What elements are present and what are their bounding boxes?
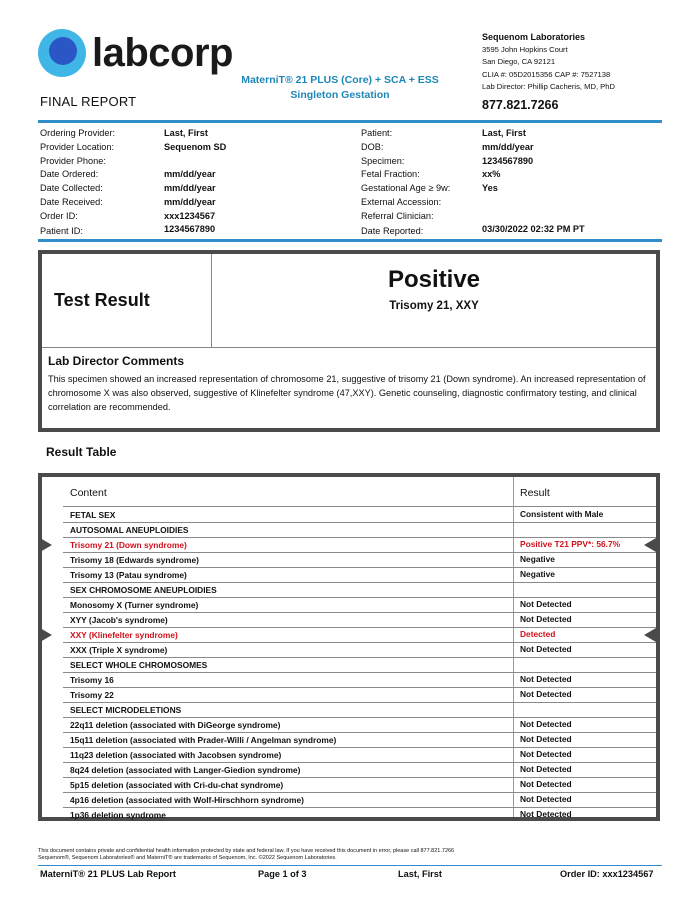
flag-marker-left <box>40 538 52 552</box>
footer-order-id: Order ID: xxx1234567 <box>560 869 654 879</box>
info-label: Ordering Provider: <box>40 128 116 138</box>
comments-title: Lab Director Comments <box>48 354 185 368</box>
info-label: DOB: <box>361 141 384 152</box>
disclaimer <box>38 848 598 861</box>
row-result: Not Detected <box>520 809 572 819</box>
row-content: 1p36 deletion syndrome <box>70 810 166 820</box>
row-result: Not Detected <box>520 764 572 774</box>
row-result: Not Detected <box>520 674 572 684</box>
row-content: 4p16 deletion (associated with Wolf-Hirschhorn syndrome) <box>70 795 304 805</box>
table-row <box>63 612 656 627</box>
info-label: Date Collected: <box>40 183 103 194</box>
info-value: 03/30/2022 02:32 PM PT <box>482 224 585 235</box>
info-value: mm/dd/year <box>164 183 216 194</box>
info-value: 1234567890 <box>164 224 216 235</box>
result-label-cell <box>42 254 212 348</box>
info-label: External Accession: <box>361 197 442 207</box>
result-label: Test Result <box>54 290 150 310</box>
info-label: Date Reported: <box>361 226 424 237</box>
info-value: Yes <box>482 183 498 194</box>
info-value: xx% <box>482 169 501 180</box>
section-row <box>63 657 656 672</box>
section-row <box>63 702 656 717</box>
info-label: Provider Location: <box>40 141 115 152</box>
row-content: Monosomy X (Turner syndrome) <box>70 600 199 610</box>
row-content: 5p15 deletion (associated with Cri-du-chat syndrome) <box>70 780 284 790</box>
row-content: Trisomy 21 (Down syndrome) <box>70 540 187 550</box>
lab-address2: San Diego, CA 92121 <box>482 57 556 66</box>
table-row <box>63 597 656 612</box>
test-result-box <box>38 250 660 432</box>
logo-text: labcorp <box>92 31 233 75</box>
footer-page: Page 1 of 3 <box>258 869 307 879</box>
footer-report-name: MaterniT® 21 PLUS Lab Report <box>40 869 176 879</box>
result-table <box>38 473 660 821</box>
info-label: Specimen: <box>361 155 405 166</box>
section-row <box>63 582 656 597</box>
info-value: Sequenom SD <box>164 141 227 152</box>
result-table-title: Result Table <box>46 445 117 459</box>
info-value: mm/dd/year <box>164 197 216 207</box>
table-row <box>63 747 656 762</box>
row-result: Consistent with Male <box>520 509 604 519</box>
row-result: Positive T21 PPV*: 56.7% <box>520 539 621 549</box>
footer-patient: Last, First <box>398 869 442 879</box>
row-content: Trisomy 16 <box>70 675 114 685</box>
info-value: Last, First <box>482 128 526 138</box>
row-content: SEX CHROMOSOME ANEUPLOIDIES <box>70 585 217 595</box>
result-detail: Trisomy 21, XXY <box>389 300 479 312</box>
table-row <box>63 552 656 567</box>
row-result: Not Detected <box>520 599 572 609</box>
lab-address1: 3595 John Hopkins Court <box>482 44 568 54</box>
lab-info <box>482 31 615 94</box>
row-result: Not Detected <box>520 779 572 789</box>
report-type: FINAL REPORT <box>40 94 137 109</box>
header-result: Result <box>520 487 550 499</box>
header-content: Content <box>70 487 107 499</box>
row-result: Not Detected <box>520 689 572 699</box>
info-divider <box>38 239 662 242</box>
flag-marker-right <box>644 538 656 552</box>
info-label: Date Received: <box>40 197 103 207</box>
row-result: Negative <box>520 554 555 564</box>
row-content: Trisomy 18 (Edwards syndrome) <box>70 555 199 565</box>
info-label: Order ID: <box>40 210 78 221</box>
test-name-line1: MaterniT® 21 PLUS (Core) + SCA + ESS <box>241 74 439 86</box>
lab-phone: 877.821.7266 <box>482 98 559 112</box>
row-content: 8q24 deletion (associated with Langer-Giedion syndrome) <box>70 765 301 775</box>
info-label: Provider Phone: <box>40 155 106 166</box>
info-value: 1234567890 <box>482 155 534 166</box>
flag-marker-right <box>644 628 656 642</box>
row-result: Not Detected <box>520 644 572 654</box>
info-label: Patient ID: <box>40 226 83 237</box>
row-content: 22q11 deletion (associated with DiGeorge syndrome) <box>70 720 281 730</box>
row-result: Not Detected <box>520 719 572 729</box>
row-content: XYY (Jacob's syndrome) <box>70 615 168 625</box>
labcorp-logo-icon <box>38 29 86 77</box>
result-summary <box>42 254 656 348</box>
info-value: mm/dd/year <box>482 141 534 152</box>
table-row <box>63 507 656 522</box>
row-result: Not Detected <box>520 794 572 804</box>
table-row <box>63 642 656 657</box>
table-row <box>63 537 656 552</box>
table-header <box>63 477 656 507</box>
row-content: AUTOSOMAL ANEUPLOIDIES <box>70 525 189 535</box>
comments-text: This specimen showed an increased representation of chromosome 21, suggestive of trisomy 21 (Down syndrome). An increased representation of chromosome X was also observed, suggestive of Klinefelter syndrome (47,XXY). Genetic counseling, diagnostic confirmatory testing, and clinical correlation are recommended. <box>48 374 646 412</box>
table-row <box>63 687 656 702</box>
row-result: Negative <box>520 569 555 579</box>
footer-divider <box>38 865 662 866</box>
table-row <box>63 627 656 642</box>
row-content: XXX (Triple X syndrome) <box>70 645 168 655</box>
header-divider <box>38 120 662 123</box>
info-value: mm/dd/year <box>164 169 216 180</box>
row-content: Trisomy 22 <box>70 690 114 700</box>
row-content: 11q23 deletion (associated with Jacobsen syndrome) <box>70 750 282 760</box>
table-row <box>63 717 656 732</box>
labcorp-logo <box>38 29 233 77</box>
table-row <box>63 792 656 807</box>
info-label: Date Ordered: <box>40 169 99 180</box>
table-row <box>63 732 656 747</box>
disclaimer-line2: Sequenom®, Sequenom Laboratories® and MaterniT® are trademarks of Sequenom, Inc. ©2022 Sequenom Laboratories. <box>38 854 337 861</box>
row-content: 15q11 deletion (associated with Prader-Willi / Angelman syndrome) <box>70 735 337 745</box>
info-label: Patient: <box>361 128 393 138</box>
table-row <box>63 567 656 582</box>
row-content: SELECT MICRODELETIONS <box>70 705 182 715</box>
row-content: XXY (Klinefelter syndrome) <box>70 630 178 640</box>
test-name-line2: Singleton Gestation <box>290 89 390 101</box>
test-name <box>200 73 480 103</box>
row-content: Trisomy 13 (Patau syndrome) <box>70 570 187 580</box>
info-label: Gestational Age ≥ 9w: <box>361 183 451 194</box>
result-value: Positive <box>387 266 481 293</box>
row-result: Detected <box>520 629 556 639</box>
info-label: Referral Clinician: <box>361 210 434 221</box>
row-result: Not Detected <box>520 614 572 624</box>
lab-director: Lab Director: Phillip Cacheris, MD, PhD <box>482 82 615 91</box>
disclaimer-line1: This document contains private and confidential health information protected by state and federal law. If you have received this document in error, please call 877.821.7266 <box>38 848 455 854</box>
lab-name: Sequenom Laboratories <box>482 32 586 42</box>
info-value: Last, First <box>164 128 208 138</box>
lab-clia: CLIA #: 05D2015356 CAP #: 7527138 <box>482 69 611 79</box>
row-result: Not Detected <box>520 734 572 744</box>
table-row <box>63 807 656 822</box>
table-row <box>63 777 656 792</box>
info-value: xxx1234567 <box>164 210 216 221</box>
table-row <box>63 762 656 777</box>
row-content: SELECT WHOLE CHROMOSOMES <box>70 660 208 670</box>
row-content: FETAL SEX <box>70 510 116 520</box>
table-row <box>63 672 656 687</box>
flag-marker-left <box>40 628 52 642</box>
info-label: Fetal Fraction: <box>361 169 420 180</box>
row-result: Not Detected <box>520 749 572 759</box>
section-row <box>63 522 656 537</box>
